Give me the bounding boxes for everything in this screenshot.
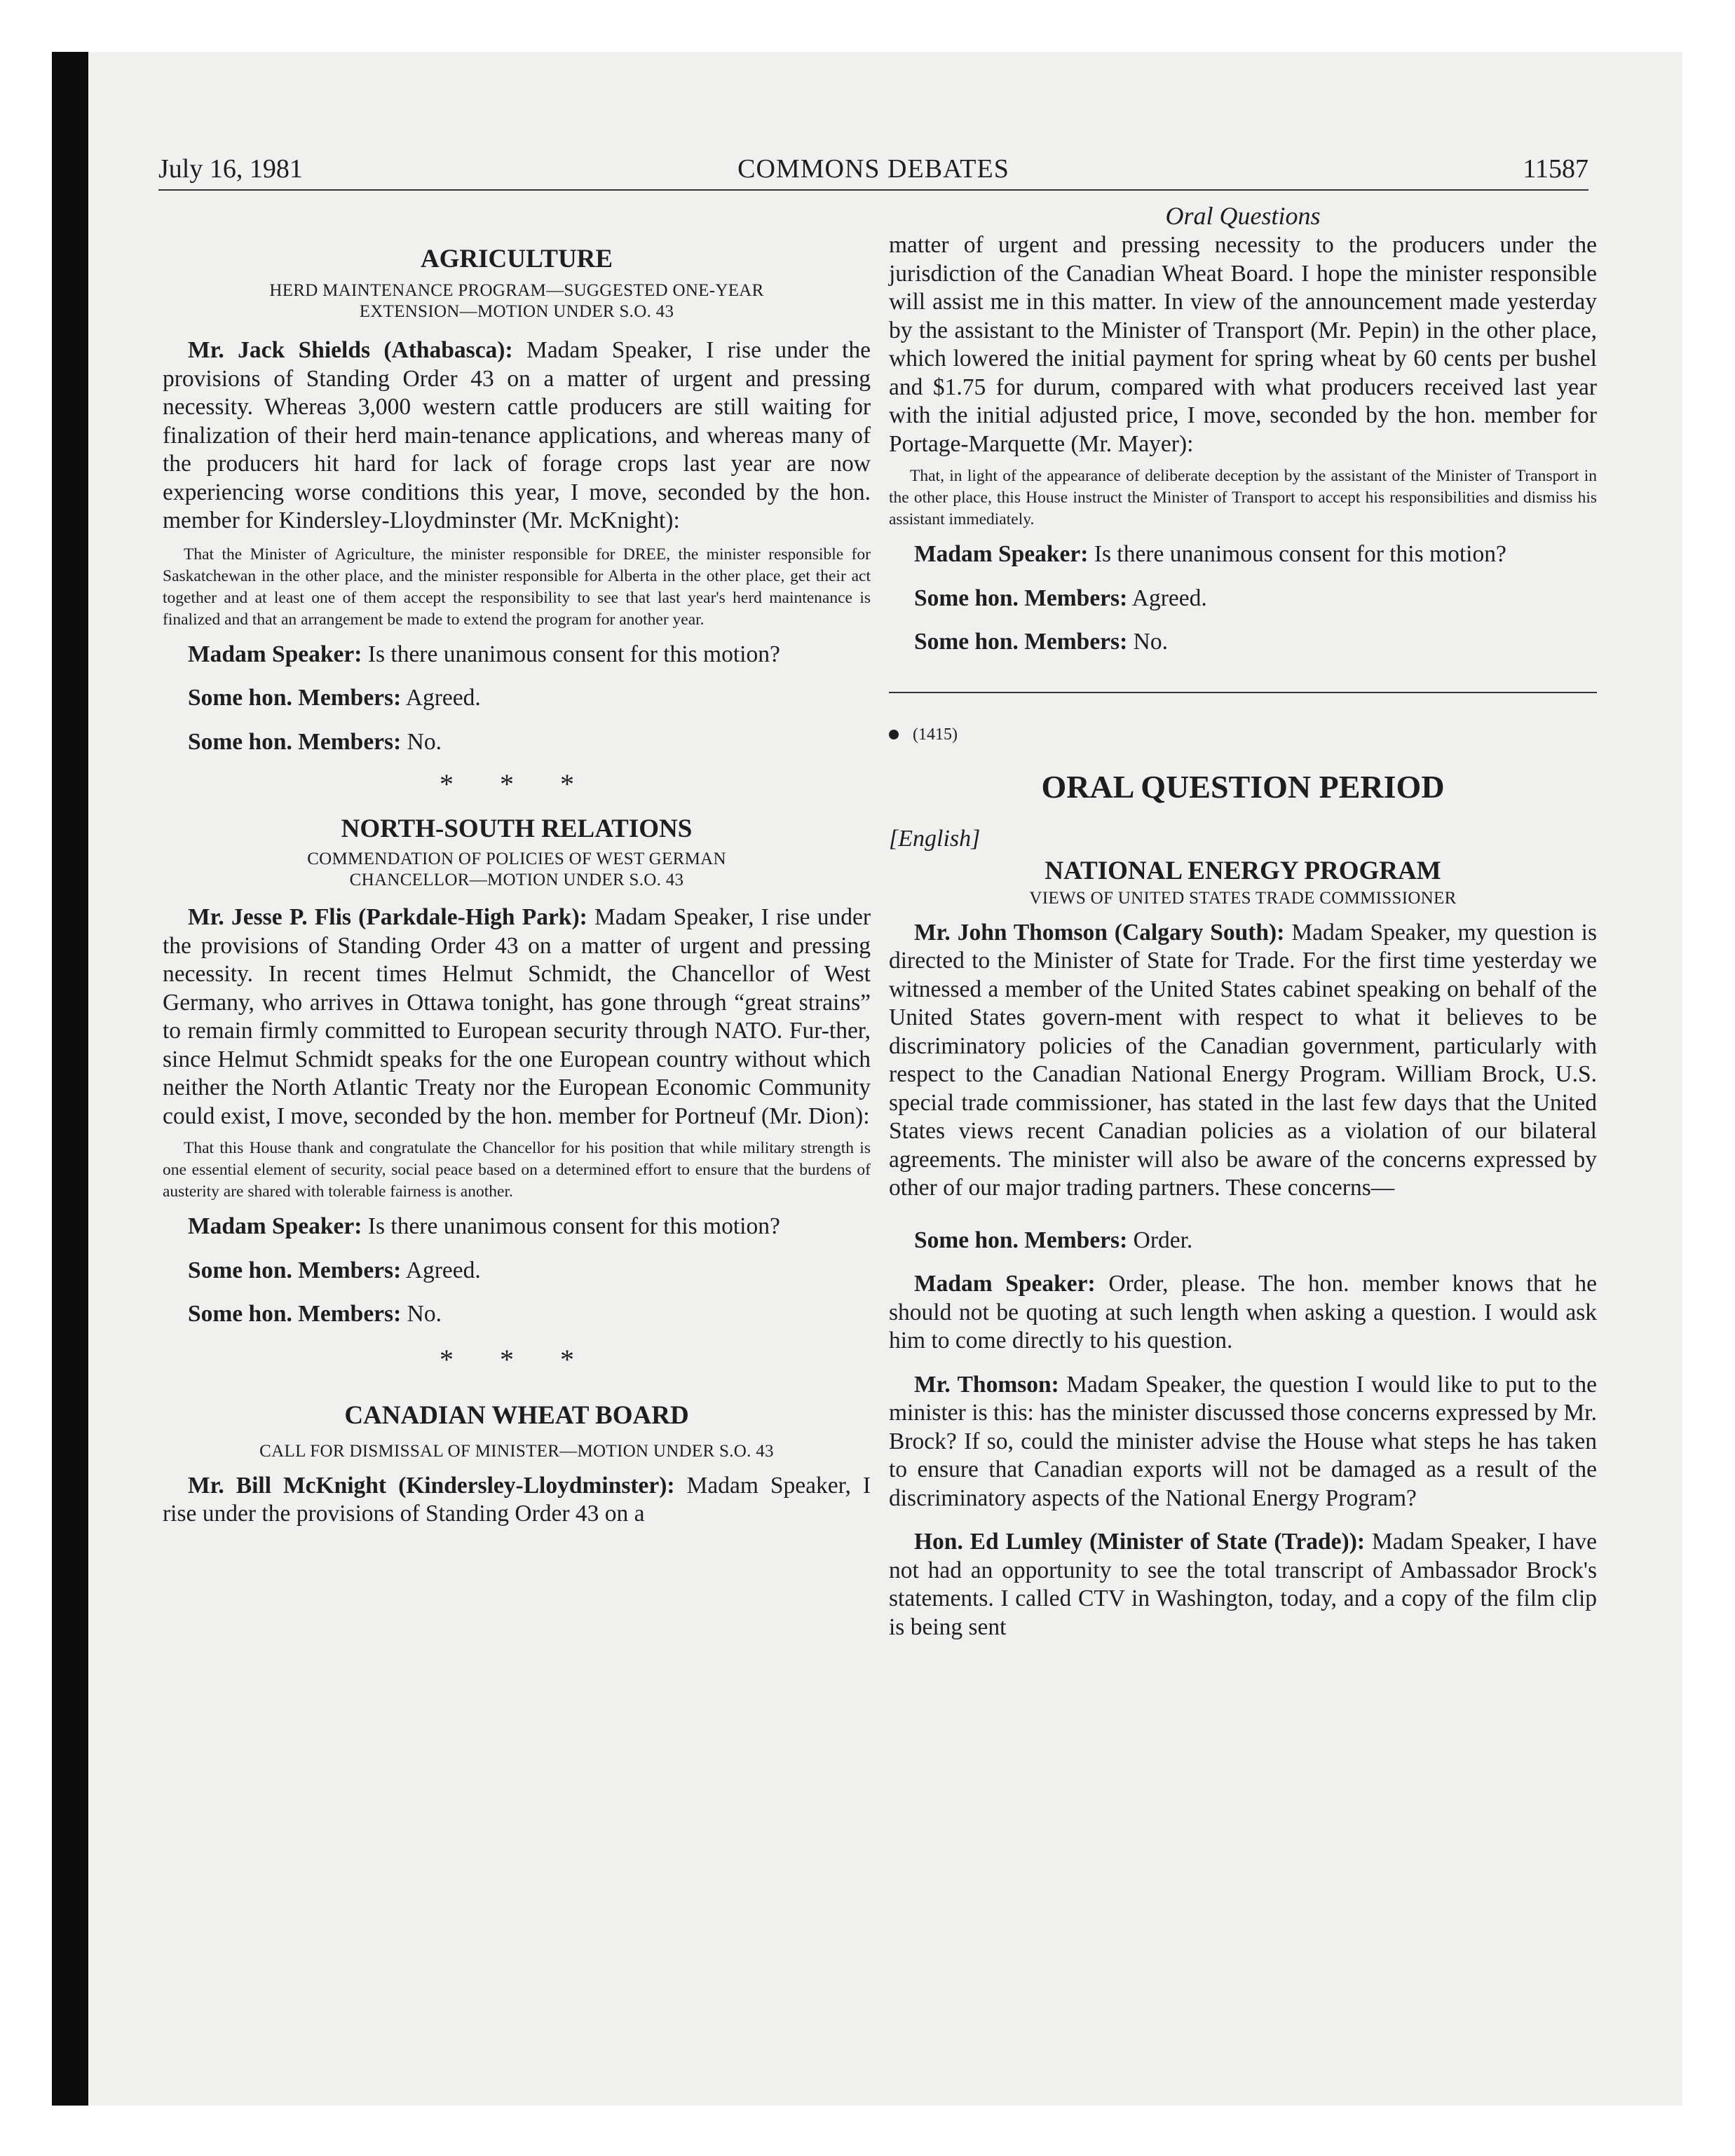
wheat-board-continuation: matter of urgent and pressing necessity to the producers under the jurisdiction of the Canadian Wheat Board. I hope the minister responsible will assist me in this matter. In view of the announcement made yesterday by the assistant to the Minister of Transport (Mr. Pepin) in the other place, which lowered the initial payment for spring wheat by 60 cents per bushel and $1.75 for durum, compared with what producers received last year with the initial adjusted price, I move, seconded by the hon. member for Portage-Marquette (Mr. Mayer): [889,232,1597,457]
energy-program-subheading: VIEWS OF UNITED STATES TRADE COMMISSIONER [1029,888,1457,908]
agriculture-motion: That the Minister of Agriculture, the minister responsible for DREE, the minister responsible for Saskatchewan in the other place, and the minister responsible for Alberta in the other place, get their act together and at least one of them accept the responsibility to see that last year's herd maintenance is finalized and that an arrangement be made to extend the program for another year. [163,545,871,629]
members-order [889,1227,1597,1255]
wheat-board-motion: That, in light of the appearance of deliberate deception by the assistant of the Minister of Transport in the other place, this House instruct the Minister of Transport to accept his responsibilities and dismiss his assistant immediately. [889,467,1597,528]
thomson-followup [889,1371,1597,1513]
speaker-name: Mr. Thomson: [914,1371,1059,1398]
thomson-question [889,919,1597,1203]
north-south-subheading-1: COMMENDATION OF POLICIES OF WEST GERMAN [307,850,726,868]
north-south-motion: That this House thank and congratulate the Chancellor for his position that while military strength is one essential element of security, social peace based on a determined effort to ensure that the burdens of austerity are shared with tolerable fairness is another. [163,1139,871,1201]
agriculture-subheading-2: EXTENSION—MOTION UNDER S.O. 43 [359,302,674,321]
agriculture-consent [163,641,871,669]
speaker-name: Some hon. Members: [188,1257,402,1283]
speech-text: Is there unanimous consent for this motion? [367,641,780,667]
speech-text: Madam Speaker, I rise under the provisions of Standing Order 43 on a matter of urgent and pressing necessity. In recent times Helmut Schmidt, the Chancellor of West Germany, who arrives in Ottawa tonight, has gone through “great strains” to remain firmly committed to European security through NATO. Fur-ther, since Helmut Schmidt speaks for the one European country without which neither the North Atlantic Treaty nor the European Economic Community could exist, I move, seconded by the hon. member for Portneuf (Mr. Dion): [163,904,871,1129]
time-stamp-text: (1415) [913,725,958,744]
time-stamp [889,724,1597,745]
energy-program-heading: NATIONAL ENERGY PROGRAM [1045,856,1441,885]
agriculture-reply-agreed [163,684,871,713]
running-head: Oral Questions [1165,202,1321,230]
page-header [158,150,1588,188]
speech-text: Madam Speaker, I rise under the provisions of Standing Order 43 on a [163,1472,871,1527]
section-separator: * * * [440,768,594,800]
wheat-board-reply-no [889,628,1597,657]
speech-text: Agreed. [1131,585,1207,611]
speech-text: Is there unanimous consent for this motion? [1094,541,1506,567]
speaker-name: Some hon. Members: [914,629,1128,655]
speech-text: Madam Speaker, the question I would like to put to the minister is this: has the minister discussed those concerns expressed by Mr. Brock? If so, could the minister advise the House what steps he has taken to ensure that Canadian exports will not be damaged as a result of the discriminatory aspects of the National Energy Program? [889,1371,1598,1511]
bullet-dot-icon [889,730,899,739]
oral-question-period-heading: ORAL QUESTION PERIOD [1041,768,1445,805]
right-column [889,196,1597,1642]
speech-text: Order, please. The hon. member knows that he should not be quoting at such length when asking a question. I would ask him to come directly to his question. [889,1271,1598,1353]
lumley-answer [889,1528,1597,1642]
north-south-subheading-2: CHANCELLOR—MOTION UNDER S.O. 43 [349,871,684,889]
speaker-name: Madam Speaker: [914,1271,1096,1297]
left-column [163,196,871,1529]
header-date: July 16, 1981 [158,154,303,184]
north-south-reply-no [163,1300,871,1329]
speech-text: No. [407,1301,442,1327]
speech-text: Madam Speaker, I have not had an opportunity to see the total transcript of Ambassador Brock's statements. I called CTV in Washington, today, and a copy of the film clip is being sent [889,1529,1598,1640]
wheat-board-heading: CANADIAN WHEAT BOARD [344,1400,689,1430]
section-separator: * * * [440,1343,594,1375]
header-page-number: 11587 [1523,154,1588,184]
agriculture-subheading-1: HERD MAINTENANCE PROGRAM—SUGGESTED ONE-YEAR [269,281,764,300]
binding-edge [52,52,88,2106]
speaker-name: Mr. Jack Shields (Athabasca): [188,337,513,363]
speaker-name: Some hon. Members: [188,1301,402,1327]
speaker-name: Madam Speaker: [188,1213,362,1239]
speaker-name: Some hon. Members: [188,728,402,755]
north-south-heading: NORTH-SOUTH RELATIONS [341,814,693,843]
speech-text: No. [1133,629,1168,655]
north-south-reply-agreed [163,1257,871,1285]
language-tag: [English] [889,825,981,852]
speech-text: Agreed. [405,1257,481,1283]
north-south-speech [163,903,871,1131]
wheat-board-consent [889,540,1597,569]
speaker-name: Some hon. Members: [914,1227,1128,1253]
wheat-board-speech [163,1472,871,1529]
speech-text: Is there unanimous consent for this motion? [367,1213,780,1239]
header-title: COMMONS DEBATES [737,154,1009,184]
wheat-board-reply-agreed [889,585,1597,613]
speaker-name: Mr. John Thomson (Calgary South): [914,919,1285,946]
north-south-consent [163,1213,871,1241]
speaker-name: Madam Speaker: [188,641,362,667]
speaker-ruling [889,1270,1597,1356]
agriculture-heading: AGRICULTURE [420,245,613,273]
speech-text: Agreed. [405,685,481,711]
header-rule [158,189,1588,191]
speaker-name: Hon. Ed Lumley (Minister of State (Trade)): [914,1529,1366,1555]
agriculture-speech [163,336,871,535]
agriculture-reply-no [163,728,871,757]
speaker-name: Some hon. Members: [914,585,1128,611]
speech-text: No. [407,728,442,755]
speaker-name: Madam Speaker: [914,541,1089,567]
speech-text: Madam Speaker, my question is directed to the Minister of State for Trade. For the first time yesterday we witnessed a member of the United States cabinet speaking on behalf of the United States govern-ment with respect to what it believes to be discriminatory policies of the Canadian government, particularly with respect to the Canadian National Energy Program. William Brock, U.S. special trade commissioner, has stated in the last few days that the United States views recent Canadian policies as a violation of our bilateral agreements. The minister will also be aware of the concerns expressed by other of our major trading partners. These concerns— [889,919,1597,1201]
speaker-name: Some hon. Members: [188,685,402,711]
speech-text: Madam Speaker, I rise under the provisions of Standing Order 43 on a matter of urgent and pressing necessity. Whereas 3,000 western cattle producers are still waiting for finalization of their herd main-tenance applications, and whereas many of the producers hit hard for lack of forage crops last year are now experiencing worse conditions this year, I move, seconded by the hon. member for Kindersley-Lloydminster (Mr. McKnight): [163,337,871,533]
speaker-name: Mr. Bill McKnight (Kindersley-Lloydminster): [188,1472,675,1499]
wheat-board-subheading: CALL FOR DISMISSAL OF MINISTER—MOTION UNDER S.O. 43 [259,1441,774,1461]
speaker-name: Mr. Jesse P. Flis (Parkdale-High Park): [188,904,587,930]
speech-text: Order. [1133,1227,1193,1253]
